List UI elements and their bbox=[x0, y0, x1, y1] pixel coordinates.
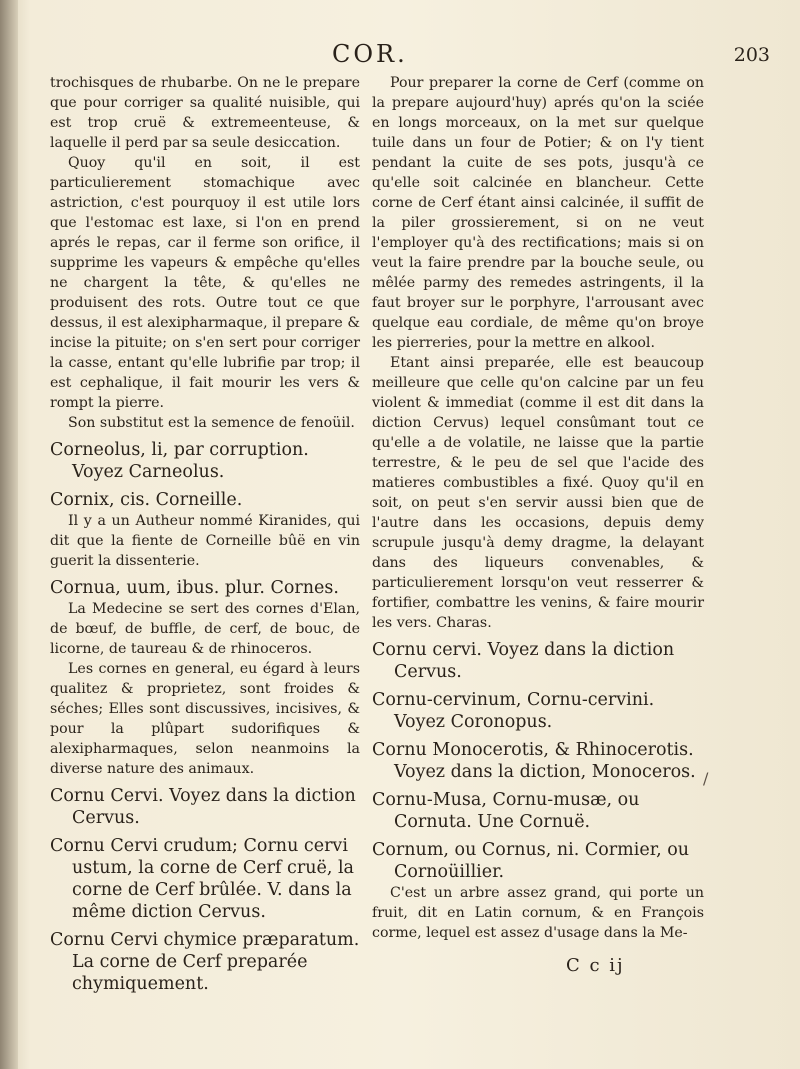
paragraph: La Medecine se sert des cornes d'Elan, de bœuf, de buffle, de cerf, de bouc, de licorne, de taureau & de rhinoceros. bbox=[50, 601, 360, 657]
signature-mark: C c ij bbox=[566, 955, 625, 976]
entry-heading: Cornu Cervi chymice præparatum. La corne de Cerf preparée chymiquement. bbox=[50, 930, 360, 994]
paragraph: trochisques de rhubarbe. On ne le prepare que pour corriger sa qualité nuisible, qui est trop cruë & extremeenteuse, & laquelle il perd par sa seule desiccation. bbox=[50, 75, 360, 151]
paragraph: Son substitut est la semence de fenoüil. bbox=[68, 415, 355, 431]
margin-mark: / bbox=[703, 769, 709, 788]
paragraph: Quoy qu'il en soit, il est particulierement stomachique avec astriction, c'est pourquoy il est utile lors que l'estomac est laxe, si l'on en prend aprés le repas, car il ferme son orifice, il supprime les vapeurs & empêche qu'elles ne chargent la tête, & qu'elles ne produisent des rots. Outre tout ce que dessus, il est alexipharmaque, il prepare & incise la pituite; on s'en sert pour corriger la casse, entant qu'elle lubrifie par trop; il est cephalique, il fait mourir les vers & rompt la pierre. bbox=[50, 155, 360, 411]
paragraph: Etant ainsi preparée, elle est beaucoup meilleure que celle qu'on calcine par un feu violent & immediat (comme il est dit dans la diction Cervus) lequel consûmant tout ce qu'elle a de volatile, ne laisse que la partie terrestre, & le peu de sel que l'acide des matieres combustibles a fixé. Quoy qu'il en soit, on peut s'en servir aussi bien que de l'autre dans les occasions, depuis demy scrupule jusqu'à demy dragme, la delayant dans des liqueurs convenables, & particulierement lorsqu'on veut resserrer & fortifier, combattre les venins, & faire mourir les vers. Charas. bbox=[372, 355, 704, 631]
paragraph: C'est un arbre assez grand, qui porte un fruit, dit en Latin cornum, & en François corme, lequel est assez d'usage dans la Me- bbox=[372, 885, 704, 941]
left-column bbox=[50, 73, 360, 995]
entry-heading: Cornu cervi. Voyez dans la diction Cervus. bbox=[372, 640, 675, 682]
book-gutter bbox=[0, 0, 18, 1069]
entry-heading: Cornum, ou Cornus, ni. Cormier, ou Cornoüillier. bbox=[372, 840, 690, 882]
entry-heading: Cornu Cervi. Voyez dans la diction Cervus. bbox=[50, 786, 356, 828]
right-column bbox=[372, 73, 704, 943]
entry-heading: Corneolus, li, par corruption. Voyez Carneolus. bbox=[50, 440, 309, 482]
entry-heading: Cornix, cis. Corneille. bbox=[50, 490, 243, 510]
entry-heading: Cornua, uum, ibus. plur. Cornes. bbox=[50, 578, 339, 598]
entry-heading: Cornu-cervinum, Cornu-cervini. Voyez Coronopus. bbox=[372, 690, 655, 732]
paragraph: Les cornes en general, eu égard à leurs qualitez & proprietez, sont froides & séches; Elles sont discussives, incisives, & pour la plûpart sudorifiques & alexipharmaques, selon neanmoins la diverse nature des animaux. bbox=[50, 661, 360, 777]
paragraph: Pour preparer la corne de Cerf (comme on la prepare aujourd'huy) aprés qu'on la sciée en longs morceaux, on la met sur quelque tuile dans un four de Potier; & on l'y tient pendant la cuite de ses pots, jusqu'à ce qu'elle soit calcinée en blancheur. Cette corne de Cerf étant ainsi calcinée, il suffit de la piler grossierement, si on ne veut l'employer qu'à des rectifications; mais si on veut la faire prendre par la bouche seule, ou mêlée parmy des remedes astringents, il la faut broyer sur le porphyre, l'arrousant avec quelque eau cordiale, de même qu'on broye les pierreries, pour la mettre en alkool. bbox=[372, 75, 704, 351]
running-head: COR. bbox=[332, 40, 408, 68]
page-number: 203 bbox=[733, 44, 770, 66]
entry-heading: Cornu-Musa, Cornu-musæ, ou Cornuta. Une Cornuë. bbox=[372, 790, 640, 832]
entry-heading: Cornu Cervi crudum; Cornu cervi ustum, la corne de Cerf cruë, la corne de Cerf brûlée. V. dans la même diction Cervus. bbox=[50, 836, 354, 922]
paragraph: Il y a un Autheur nommé Kiranides, qui dit que la fiente de Corneille bûë en vin guerit la dissenterie. bbox=[50, 513, 360, 569]
entry-heading: Cornu Monocerotis, & Rhinocerotis. Voyez dans la diction, Monoceros. bbox=[372, 740, 696, 782]
